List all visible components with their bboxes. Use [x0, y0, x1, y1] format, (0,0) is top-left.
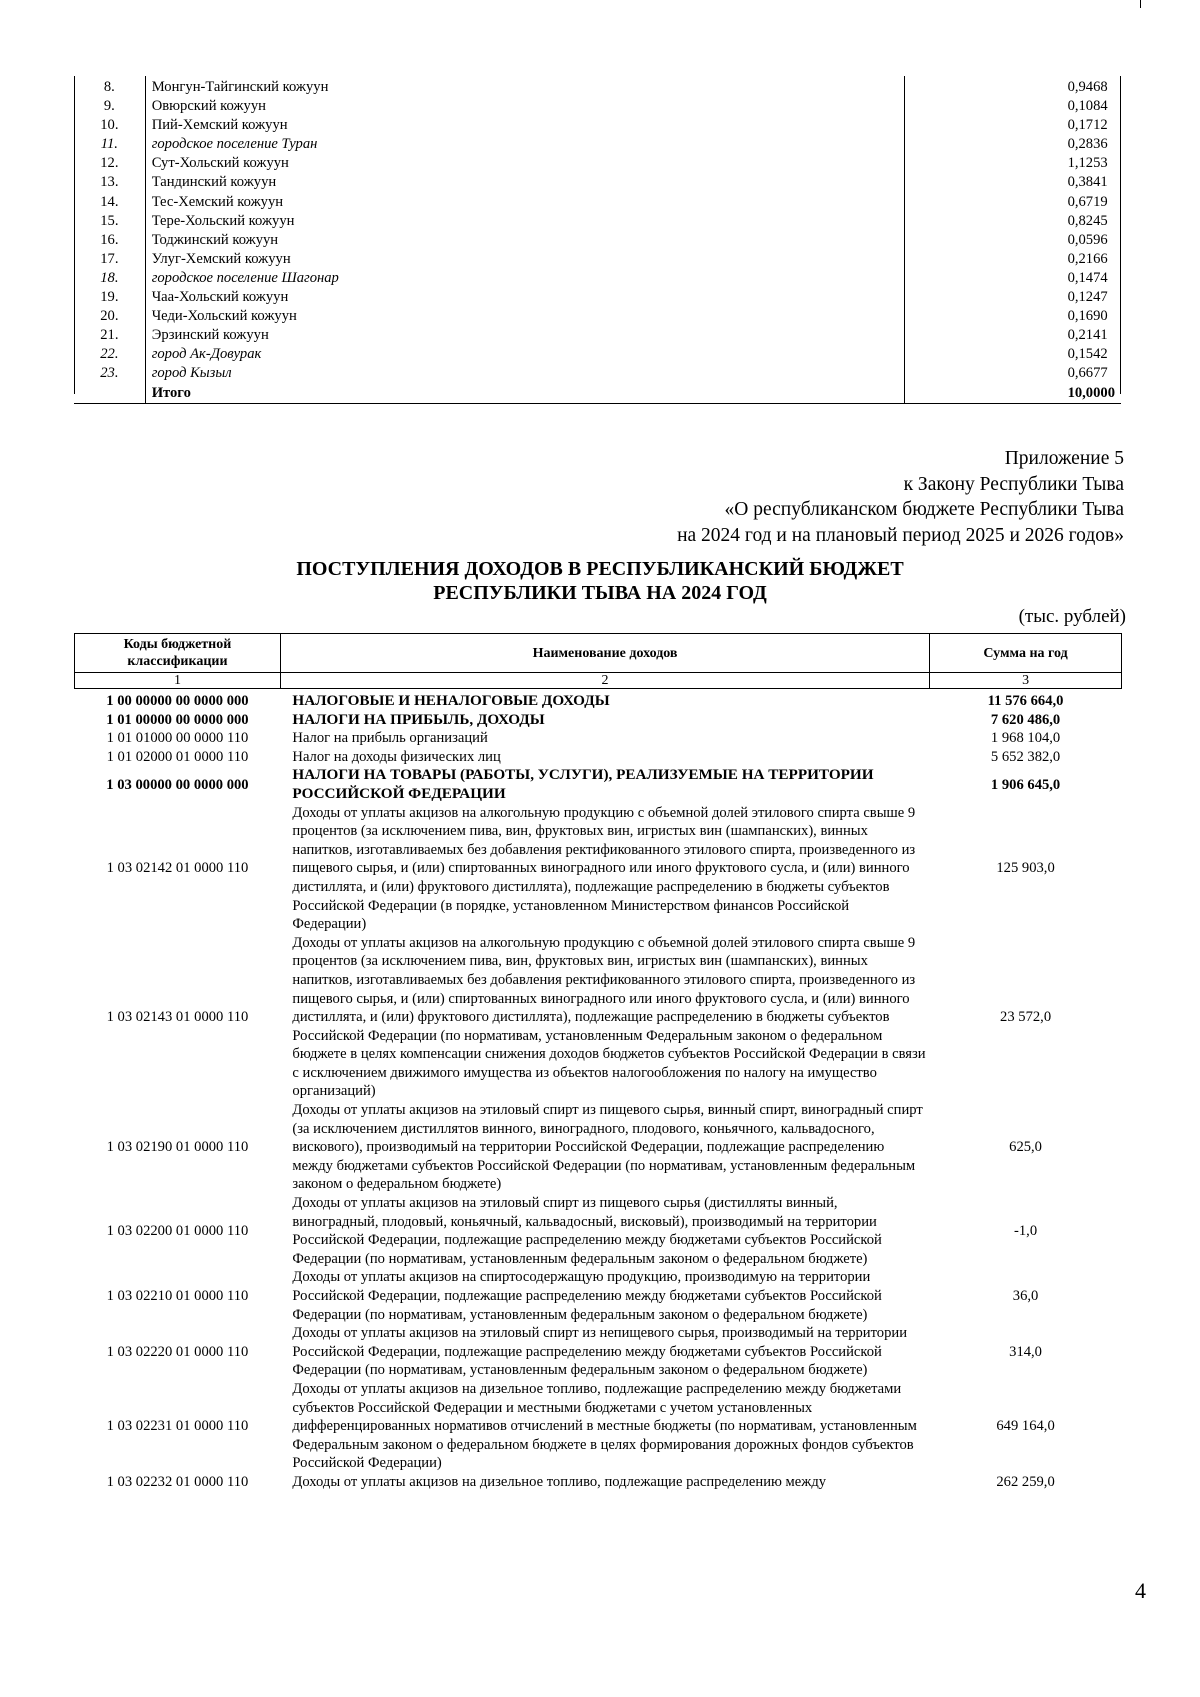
revenue-amount: 5 652 382,0 [990, 748, 1061, 765]
revenue-row [75, 1473, 1122, 1492]
regions-row [74, 76, 1121, 97]
revenue-row [75, 1268, 1122, 1324]
region-name: Тере-Хольский кожуун [145, 212, 904, 231]
revenue-row [75, 729, 1122, 748]
column-number: 3 [930, 673, 1122, 689]
appendix-reference [677, 446, 1124, 548]
revenue-row [75, 1380, 1122, 1473]
region-name: Эрзинский кожуун [145, 326, 904, 345]
revenue-row [75, 766, 1122, 803]
revenue-amount: 23 572,0 [1000, 1009, 1052, 1026]
region-value: 0,6677 [1067, 365, 1108, 382]
region-value: 0,2836 [1067, 136, 1108, 153]
revenue-code: 1 03 02220 01 0000 110 [106, 1343, 249, 1360]
region-num: 15. [74, 212, 145, 231]
revenue-name: Доходы от уплаты акцизов на дизельное топливо, подлежащие распределению между бюджетами субъектов Российской Федерации и местными бюджетами с учетом установленных дифференцированных нормативов отчислений в местные бюджеты (по нормативам, установленным Федеральным законом о федеральном бюджете в целях формирования дорожных фондов субъектов Российской Федерации) [292, 1380, 917, 1472]
region-num: 21. [74, 326, 145, 345]
column-numbers-row [75, 673, 1122, 689]
total-value: 10,0000 [904, 384, 1121, 404]
regions-row [74, 326, 1121, 345]
revenue-code: 1 03 00000 00 0000 000 [106, 776, 249, 793]
region-num: 18. [74, 269, 145, 288]
revenue-code: 1 03 02210 01 0000 110 [106, 1288, 249, 1304]
regions-row [74, 250, 1121, 269]
region-num: 11. [74, 135, 145, 154]
regions-row [74, 364, 1121, 383]
revenue-amount: 1 968 104,0 [990, 730, 1061, 747]
appendix-line: «О республиканском бюджете Республики Тыва [724, 499, 1124, 520]
region-num: 8. [74, 76, 145, 97]
revenue-name: Доходы от уплаты акцизов на алкогольную продукцию с объемной долей этилового спирта свыше 9 процентов (за исключением пива, вин, фруктовых вин, игристых вин (шампанских), винных напитков, изготавливаемых без добавления ректификованного этилового спирта, произведенного из пищевого сырья, и (или) спиртованных виноградного или иного фруктового сусла, и (или) винного дистиллята, и (или) фруктового дистиллята), подлежащие распределению в бюджеты субъектов Российской Федерации (в порядке, установленном Министерством финансов Российской Федерации) [292, 804, 916, 933]
region-value: 0,1084 [1067, 98, 1108, 115]
revenue-table [74, 633, 1122, 1492]
revenue-row [75, 1101, 1122, 1194]
appendix-line: к Закону Республики Тыва [903, 473, 1124, 495]
revenue-name: Доходы от уплаты акцизов на спиртосодержащую продукцию, производимую на территории Российской Федерации, подлежащие распределению между бюджетами субъектов Российской Федерации (по нормативам, установленным федеральным законом о федеральном бюджете) [292, 1269, 882, 1323]
revenue-code: 1 03 02200 01 0000 110 [106, 1222, 249, 1239]
regions-row [74, 193, 1121, 212]
page-number: 4 [1135, 1578, 1146, 1603]
regions-row [74, 345, 1121, 364]
regions-row [74, 97, 1121, 116]
region-name: город Ак-Довурак [145, 345, 904, 364]
region-name: Улуг-Хемский кожуун [145, 250, 904, 269]
appendix-line: на 2024 год и на плановый период 2025 и 2026 годов» [677, 524, 1124, 546]
document-title [0, 557, 1200, 605]
revenue-row [75, 804, 1122, 934]
regions-row [74, 173, 1121, 192]
region-num: 22. [74, 345, 145, 364]
region-value: 0,1542 [1067, 346, 1108, 363]
revenue-code: 1 03 02232 01 0000 110 [106, 1473, 249, 1490]
regions-row [74, 212, 1121, 231]
revenue-amount: 11 576 664,0 [987, 693, 1064, 709]
revenue-amount: 649 164,0 [996, 1418, 1055, 1435]
region-value: 0,2141 [1067, 327, 1108, 344]
revenue-row [75, 711, 1122, 730]
revenue-amount: 36,0 [1012, 1288, 1039, 1304]
regions-row [74, 269, 1121, 288]
column-number: 2 [280, 673, 929, 689]
revenue-code: 1 01 01000 00 0000 110 [106, 730, 249, 747]
region-num: 23. [74, 364, 145, 383]
region-num: 9. [74, 97, 145, 116]
revenue-name: НАЛОГИ НА ПРИБЫЛЬ, ДОХОДЫ [292, 710, 545, 728]
region-num: 17. [74, 250, 145, 269]
regions-total-row [74, 384, 1121, 404]
region-value: 0,2166 [1067, 250, 1108, 267]
revenue-amount: 125 903,0 [996, 860, 1055, 877]
region-name: Чаа-Хольский кожуун [145, 288, 904, 307]
revenue-code: 1 01 00000 00 0000 000 [106, 711, 249, 728]
region-num: 12. [74, 154, 145, 173]
revenue-name-text: Доходы от уплаты акцизов на дизельное топливо, подлежащие распределению между [292, 1474, 827, 1491]
region-value: 0,1474 [1067, 269, 1108, 286]
revenue-amount: 7 620 486,0 [990, 711, 1061, 728]
page-edge-mark [1140, 0, 1141, 8]
appendix-line: Приложение 5 [1004, 448, 1124, 469]
region-value: 0,1690 [1067, 308, 1108, 325]
regions-row [74, 288, 1121, 307]
revenue-row [75, 1194, 1122, 1268]
revenue-row [75, 934, 1122, 1101]
revenue-name [280, 1473, 929, 1492]
regions-table [74, 76, 1121, 404]
region-num: 19. [74, 288, 145, 307]
region-name: городское поселение Шагонар [145, 269, 904, 288]
regions-row [74, 116, 1121, 135]
region-name: город Кызыл [145, 364, 904, 383]
revenue-name: Доходы от уплаты акцизов на этиловый спирт из пищевого сырья, винный спирт, виноградный спирт (за исключением дистиллятов винного, виноградного, плодового, коньячного, кальвадосного, вискового), производимый на территории Российской Федерации, подлежащие распределению между бюджетами субъектов Российской Федерации (по нормативам, установленным федеральным законом о федеральном бюджете) [292, 1102, 923, 1193]
revenue-code: 1 01 02000 01 0000 110 [106, 748, 249, 765]
regions-row [74, 307, 1121, 326]
region-name: Чеди-Хольский кожуун [145, 307, 904, 326]
title-line: РЕСПУБЛИКИ ТЫВА НА 2024 ГОД [433, 582, 767, 604]
region-name: Овюрский кожуун [145, 97, 904, 116]
revenue-name: НАЛОГИ НА ТОВАРЫ (РАБОТЫ, УСЛУГИ), РЕАЛИЗУЕМЫЕ НА ТЕРРИТОРИИ РОССИЙСКОЙ ФЕДЕРАЦИИ [292, 766, 874, 802]
region-num: 16. [74, 231, 145, 250]
title-line: ПОСТУПЛЕНИЯ ДОХОДОВ В РЕСПУБЛИКАНСКИЙ БЮДЖЕТ [296, 558, 904, 580]
region-name: городское поселение Туран [145, 135, 904, 154]
revenue-amount: 314,0 [1009, 1343, 1042, 1360]
revenue-header-row [75, 634, 1122, 673]
region-num: 20. [74, 307, 145, 326]
region-value: 0,0596 [1067, 231, 1108, 248]
region-value: 0,1712 [1067, 117, 1108, 134]
region-num [74, 384, 145, 404]
revenue-row [75, 748, 1122, 767]
header-name: Наименование доходов [280, 634, 929, 673]
revenue-name: НАЛОГОВЫЕ И НЕНАЛОГОВЫЕ ДОХОДЫ [292, 692, 610, 709]
region-name: Монгун-Тайгинский кожуун [145, 76, 904, 97]
region-name: Тес-Хемский кожуун [145, 193, 904, 212]
region-num: 13. [74, 173, 145, 192]
region-value: 1,1253 [1067, 155, 1108, 172]
header-sum: Сумма на год [930, 634, 1122, 673]
revenue-name: Налог на доходы физических лиц [292, 748, 501, 765]
revenue-amount: -1,0 [1014, 1222, 1038, 1239]
total-label: Итого [145, 384, 904, 404]
column-number: 1 [75, 673, 281, 689]
header-code: Коды бюджетной классификации [75, 634, 281, 673]
revenue-code: 1 03 02190 01 0000 110 [106, 1139, 249, 1156]
revenue-code: 1 00 00000 00 0000 000 [106, 693, 249, 709]
region-name: Пий-Хемский кожуун [145, 116, 904, 135]
regions-row [74, 135, 1121, 154]
regions-row [74, 231, 1121, 250]
region-value: 0,8245 [1067, 212, 1108, 229]
region-name: Тандинский кожуун [145, 173, 904, 192]
region-value: 0,9468 [1067, 79, 1108, 95]
revenue-code: 1 03 02143 01 0000 110 [106, 1009, 249, 1026]
revenue-amount: 1 906 645,0 [990, 776, 1061, 793]
region-value: 0,1247 [1067, 289, 1108, 306]
revenue-name: Доходы от уплаты акцизов на этиловый спирт из непищевого сырья, производимый на территории Российской Федерации, подлежащие распределению между бюджетами субъектов Российской Федерации (по нормативам, установленным федеральным законом о федеральном бюджете) [292, 1325, 908, 1379]
revenue-amount: 625,0 [1009, 1139, 1042, 1156]
revenue-name: Доходы от уплаты акцизов на алкогольную продукцию с объемной долей этилового спирта свыше 9 процентов (за исключением пива, вин, фруктовых вин, игристых вин (шампанских), винных напитков, изготавливаемых без добавления ректификованного этилового спирта, произведенного из пищевого сырья, и (или) спиртованных виноградного или иного фруктового сусла, и (или) винного дистиллята, и (или) фруктового дистиллята), подлежащие распределению в бюджеты субъектов Российской Федерации (по нормативам, установленным Федеральным законом о федеральном бюджете в целях компенсации снижения доходов бюджетов субъектов Российской Федерации в связи с исключением движимого имущества из объектов налогообложения по налогу на имущество организаций) [292, 934, 926, 1100]
revenue-amount: 262 259,0 [996, 1473, 1055, 1490]
region-value: 0,3841 [1067, 174, 1108, 191]
revenue-code: 1 03 02142 01 0000 110 [106, 860, 249, 877]
region-name: Сут-Хольский кожуун [145, 154, 904, 173]
revenue-code: 1 03 02231 01 0000 110 [106, 1418, 249, 1435]
region-num: 14. [74, 193, 145, 212]
unit-label: (тыс. рублей) [1018, 606, 1126, 627]
revenue-name: Доходы от уплаты акцизов на этиловый спирт из пищевого сырья (дистилляты винный, виноградный, плодовый, коньячный, кальвадосный, висковый), производимый на территории Российской Федерации, подлежащие распределению между бюджетами субъектов Российской Федерации (по нормативам, установленным федеральным законом о федеральном бюджете) [292, 1195, 882, 1267]
revenue-row [75, 1324, 1122, 1380]
region-name: Тоджинский кожуун [145, 231, 904, 250]
region-num: 10. [74, 116, 145, 135]
regions-row [74, 154, 1121, 173]
revenue-name: Налог на прибыль организаций [292, 730, 488, 747]
region-value: 0,6719 [1067, 193, 1108, 210]
revenue-row [75, 689, 1122, 711]
